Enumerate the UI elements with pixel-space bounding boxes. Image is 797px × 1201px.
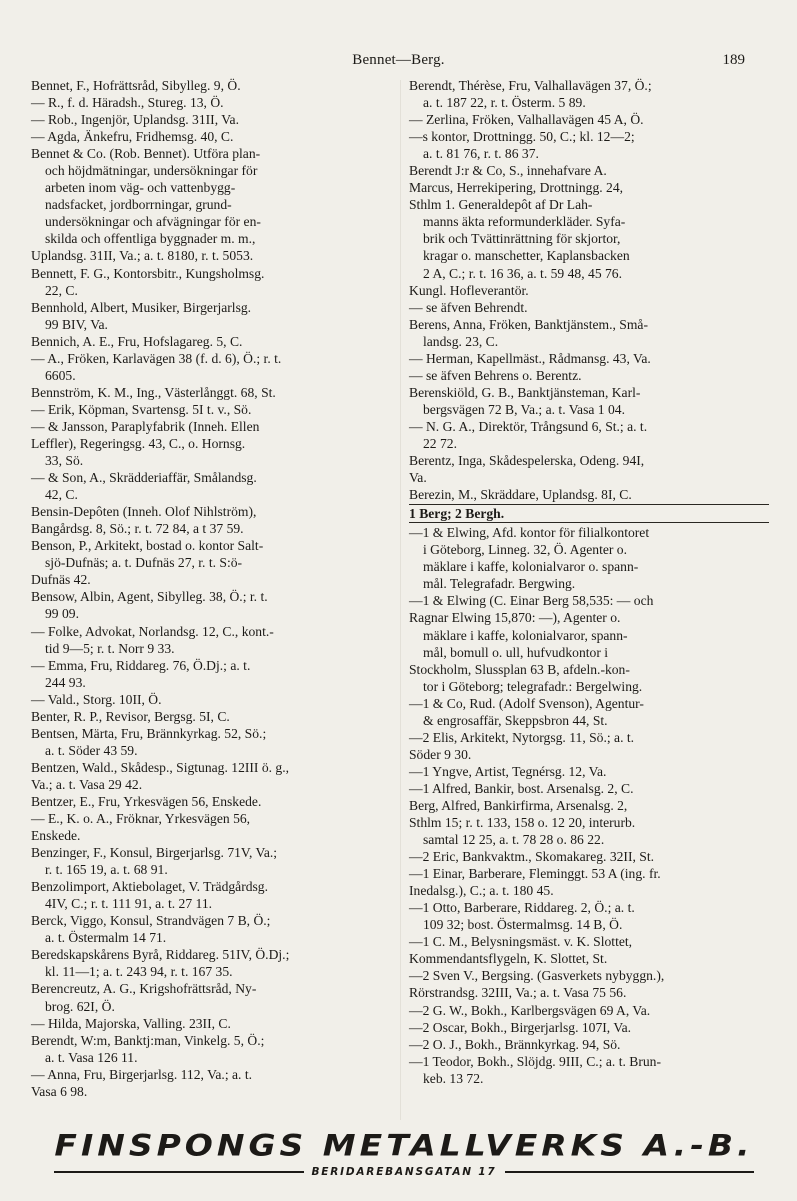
- directory-entry-line: —1 Yngve, Artist, Tegnérsg. 12, Va.: [409, 763, 607, 779]
- directory-entry-line: Va.; a. t. Vasa 29 42.: [31, 776, 143, 792]
- directory-entry-line: skilda och offentliga byggnader m. m.,: [45, 231, 256, 247]
- directory-entry-line: undersökningar och afvägningar för en-: [45, 214, 261, 230]
- directory-entry-line: r. t. 165 19, a. t. 68 91.: [45, 862, 168, 878]
- advertisement-address: BERIDAREBANSGATAN 17: [311, 1166, 497, 1178]
- directory-entry-line: 42, C.: [45, 487, 78, 503]
- directory-entry-line: sjö-Dufnäs; a. t. Dufnäs 27, r. t. S:ö-: [45, 555, 243, 571]
- directory-entry-line: Bennich, A. E., Fru, Hofslagareg. 5, C.: [31, 333, 243, 349]
- page-number: 189: [722, 52, 745, 68]
- directory-entry-line: —2 O. J., Bokh., Brännkyrkag. 94, Sö.: [409, 1036, 621, 1052]
- directory-entry-line: —2 Eric, Bankvaktm., Skomakareg. 32II, St.: [409, 849, 655, 865]
- directory-entry-line: — R., f. d. Häradsh., Stureg. 13, Ö.: [31, 95, 224, 111]
- directory-entry-line: — N. G. A., Direktör, Trångsund 6, St.; a. t.: [409, 418, 648, 434]
- directory-entry-line: Bensin-Depôten (Inneh. Olof Nihlström),: [31, 504, 257, 520]
- directory-entry-line: a. t. Söder 43 59.: [45, 742, 138, 758]
- directory-entry-line: Stockholm, Slussplan 63 B, afdeln.-kon-: [409, 661, 630, 677]
- directory-entry-line: arbeten inom väg- och vattenbygg-: [45, 180, 236, 196]
- directory-entry-line: — Rob., Ingenjör, Uplandsg. 31II, Va.: [31, 112, 239, 128]
- directory-entry-line: — se äfven Behrendt.: [409, 299, 528, 315]
- directory-entry-line: Bangårdsg. 8, Sö.; r. t. 72 84, a t 37 59.: [31, 521, 244, 537]
- directory-entry-line: och höjdmätningar, undersökningar för: [45, 163, 258, 179]
- directory-entry-line: i Göteborg, Linneg. 32, Ö. Agenter o.: [423, 542, 627, 558]
- directory-entry-line: — A., Fröken, Karlavägen 38 (f. d. 6), Ö.; r. t.: [31, 350, 282, 366]
- directory-entry-line: Berendt, Thérèse, Fru, Valhallavägen 37, Ö.;: [409, 78, 652, 93]
- directory-entry-line: 99 09.: [45, 606, 79, 622]
- directory-entry-line: —1 Alfred, Bankir, bost. Arsenalsg. 2, C.: [409, 780, 634, 796]
- directory-entry-line: & engrosaffär, Skeppsbron 44, St.: [423, 712, 608, 728]
- directory-entry-line: kragar o. manschetter, Kaplansbacken: [423, 248, 630, 264]
- directory-entry-line: Va.: [409, 470, 427, 486]
- directory-entry-line: Bensow, Albin, Agent, Sibylleg. 38, Ö.; r. t.: [31, 589, 268, 605]
- directory-entry-line: —1 Otto, Barberare, Riddareg. 2, Ö.; a. t.: [409, 900, 635, 916]
- directory-entry-line: — Anna, Fru, Birgerjarlsg. 112, Va.; a. t.: [31, 1066, 253, 1082]
- directory-entry-line: Marcus, Herrekipering, Drottningg. 24,: [409, 180, 624, 196]
- directory-entry-line: Berendt, W:m, Banktj:man, Vinkelg. 5, Ö.;: [31, 1032, 265, 1048]
- directory-entry-line: —2 Elis, Arkitekt, Nytorgsg. 11, Sö.; a. t.: [409, 729, 635, 745]
- directory-entry-line: Berg, Alfred, Bankirfirma, Arsenalsg. 2,: [409, 797, 628, 813]
- directory-entry-line: nadsfacket, jordborrningar, grund-: [45, 197, 232, 213]
- directory-entry-line: 1 Berg; 2 Bergh.: [409, 504, 769, 523]
- directory-entry-line: samtal 12 25, a. t. 78 28 o. 86 22.: [423, 832, 605, 848]
- directory-entry-line: Benzolimport, Aktiebolaget, V. Trädgårdsg.: [31, 879, 268, 895]
- directory-entry-line: — Emma, Fru, Riddareg. 76, Ö.Dj.; a. t.: [31, 657, 251, 673]
- directory-entry-line: Bentzen, Wald., Skådesp., Sigtunag. 12III ö. g.,: [31, 759, 290, 775]
- directory-entry-line: Vasa 6 98.: [31, 1083, 88, 1099]
- directory-entry-line: a. t. 81 76, r. t. 86 37.: [423, 146, 539, 162]
- directory-entry-line: Berens, Anna, Fröken, Banktjänstem., Små-: [409, 316, 648, 332]
- directory-entry-line: 4IV, C.; r. t. 111 91, a. t. 27 11.: [45, 896, 213, 912]
- directory-entry-line: mäklare i kaffe, kolonialvaror o. spann-: [423, 559, 639, 575]
- directory-entry-line: — Herman, Kapellmäst., Rådmansg. 43, Va.: [409, 350, 651, 366]
- directory-entry-line: 99 BIV, Va.: [45, 316, 108, 332]
- right-column: [409, 77, 771, 1087]
- directory-entry-line: Ragnar Elwing 15,870: —), Agenter o.: [409, 610, 621, 626]
- directory-entry-line: Berenskiöld, G. B., Banktjänsteman, Karl-: [409, 384, 641, 400]
- directory-entry-line: —2 Oscar, Bokh., Birgerjarlsg. 107I, Va.: [409, 1019, 632, 1035]
- directory-entry-line: Inedalsg.), C.; a. t. 180 45.: [409, 883, 554, 899]
- directory-entry-line: —2 Sven V., Bergsing. (Gasverkets nybyggn.),: [409, 968, 665, 984]
- directory-entry-line: — E., K. o. A., Fröknar, Yrkesvägen 56,: [31, 811, 251, 827]
- directory-entry-line: — Zerlina, Fröken, Valhallavägen 45 A, Ö.: [409, 112, 644, 128]
- directory-entry-line: Berck, Viggo, Konsul, Strandvägen 7 B, Ö.;: [31, 913, 271, 929]
- directory-entry-line: Sthlm 15; r. t. 133, 158 o. 12 20, interurb.: [409, 815, 636, 831]
- directory-entry-line: — se äfven Behrens o. Berentz.: [409, 367, 582, 383]
- directory-entry-line: tid 9—5; r. t. Norr 9 33.: [45, 640, 175, 656]
- directory-entry-line: —1 & Elwing, Afd. kontor för filialkontoret: [409, 525, 650, 541]
- directory-entry-line: Berendt J:r & Co, S., innehafvare A.: [409, 163, 607, 179]
- directory-entry-line: Dufnäs 42.: [31, 572, 91, 588]
- directory-entry-line: Berezin, M., Skräddare, Uplandsg. 8I, C.: [409, 487, 632, 503]
- left-column: [31, 77, 397, 1100]
- directory-entry-line: brik och Tvättinrättning för skjortor,: [423, 231, 621, 247]
- directory-entry-line: — Folke, Advokat, Norlandsg. 12, C., kont.-: [31, 623, 274, 639]
- directory-entry-line: 244 93.: [45, 674, 86, 690]
- directory-entry-line: brog. 62I, Ö.: [45, 998, 115, 1014]
- ad-left-rule: [54, 1171, 304, 1173]
- directory-entry-line: 109 32; bost. Östermalmsg. 14 B, Ö.: [423, 917, 623, 933]
- directory-entry-line: Rörstrandsg. 32III, Va.; a. t. Vasa 75 56.: [409, 985, 627, 1001]
- directory-entry-line: —1 & Co, Rud. (Adolf Svenson), Agentur-: [409, 695, 644, 711]
- directory-entry-line: Söder 9 30.: [409, 746, 472, 762]
- directory-entry-line: Benzinger, F., Konsul, Birgerjarlsg. 71V, Va.;: [31, 845, 278, 861]
- directory-entry-line: Bennet, F., Hofrättsråd, Sibylleg. 9, Ö.: [31, 78, 241, 93]
- directory-entry-line: Bentsen, Märta, Fru, Brännkyrkag. 52, Sö.;: [31, 725, 267, 741]
- directory-entry-line: Enskede.: [31, 828, 81, 844]
- page-header-title: Bennet—Berg.: [352, 52, 445, 68]
- directory-entry-line: Kungl. Hofleverantör.: [409, 282, 529, 298]
- column-divider: [400, 80, 401, 1120]
- directory-entry-line: Bennet & Co. (Rob. Bennet). Utföra plan-: [31, 146, 261, 162]
- directory-entry-line: landsg. 23, C.: [423, 333, 499, 349]
- directory-entry-line: a. t. Östermalm 14 71.: [45, 930, 167, 946]
- advertisement-name: FINSPONGS METALLVERKS A.-B.: [54, 1128, 754, 1163]
- directory-entry-line: —1 Teodor, Bokh., Slöjdg. 9III, C.; a. t. Brun-: [409, 1053, 661, 1069]
- directory-entry-line: Bentzer, E., Fru, Yrkesvägen 56, Enskede.: [31, 793, 262, 809]
- directory-entry-line: 22, C.: [45, 282, 78, 298]
- directory-entry-line: Leffler), Regeringsg. 43, C., o. Hornsg.: [31, 435, 246, 451]
- directory-entry-line: keb. 13 72.: [423, 1070, 484, 1086]
- directory-entry-line: — & Jansson, Paraplyfabrik (Inneh. Ellen: [31, 418, 260, 434]
- directory-entry-line: bergsvägen 72 B, Va.; a. t. Vasa 1 04.: [423, 401, 625, 417]
- directory-entry-line: 6605.: [45, 367, 76, 383]
- directory-entry-line: Beredskapskårens Byrå, Riddareg. 51IV, Ö.Dj.;: [31, 947, 290, 963]
- directory-entry-line: 22 72.: [423, 435, 457, 451]
- directory-entry-line: Berentz, Inga, Skådespelerska, Odeng. 94I,: [409, 453, 645, 469]
- ad-right-rule: [505, 1171, 755, 1173]
- directory-entry-line: — Vald., Storg. 10II, Ö.: [31, 691, 162, 707]
- directory-entry-line: Bennett, F. G., Kontorsbitr., Kungsholmsg.: [31, 265, 265, 281]
- directory-entry-line: — & Son, A., Skrädderiaffär, Smålandsg.: [31, 470, 257, 486]
- directory-entry-line: tor i Göteborg; telegrafadr.: Bergelwing.: [423, 678, 643, 694]
- directory-entry-line: Benson, P., Arkitekt, bostad o. kontor Salt-: [31, 538, 264, 554]
- directory-entry-line: —1 C. M., Belysningsmäst. v. K. Slottet,: [409, 934, 633, 950]
- directory-entry-line: mål, bomull o. ull, hufvudkontor i: [423, 644, 609, 660]
- directory-entry-line: 2 A, C.; r. t. 16 36, a. t. 59 48, 45 76.: [423, 265, 623, 281]
- directory-entry-line: mål. Telegrafadr. Bergwing.: [423, 576, 576, 592]
- directory-entry-line: — Hilda, Majorska, Valling. 23II, C.: [31, 1015, 231, 1031]
- directory-entry-line: —2 G. W., Bokh., Karlbergsvägen 69 A, Va.: [409, 1002, 651, 1018]
- directory-entry-line: Berencreutz, A. G., Krigshofrättsråd, Ny-: [31, 981, 257, 997]
- directory-entry-line: — Agda, Änkefru, Fridhemsg. 40, C.: [31, 129, 234, 145]
- directory-entry-line: — Erik, Köpman, Svartensg. 5I t. v., Sö.: [31, 401, 252, 417]
- directory-entry-line: 33, Sö.: [45, 453, 84, 469]
- directory-entry-line: Kommendantsflygeln, K. Slottet, St.: [409, 951, 608, 967]
- directory-entry-line: kl. 11—1; a. t. 243 94, r. t. 167 35.: [45, 964, 233, 980]
- advertisement-address-row: [54, 1166, 754, 1178]
- directory-entry-line: Uplandsg. 31II, Va.; a. t. 8180, r. t. 5053.: [31, 248, 254, 264]
- directory-entry-line: —1 & Elwing (C. Einar Berg 58,535: — och: [409, 593, 654, 609]
- directory-entry-line: manns äkta reformunderkläder. Syfa-: [423, 214, 626, 230]
- directory-entry-line: a. t. 187 22, r. t. Österm. 5 89.: [423, 95, 586, 111]
- directory-entry-line: a. t. Vasa 126 11.: [45, 1049, 138, 1065]
- directory-entry-line: mäklare i kaffe, kolonialvaror, spann-: [423, 627, 628, 643]
- directory-entry-line: —s kontor, Drottningg. 50, C.; kl. 12—2;: [409, 129, 635, 145]
- directory-entry-line: Benter, R. P., Revisor, Bergsg. 5I, C.: [31, 708, 230, 724]
- directory-entry-line: Bennström, K. M., Ing., Västerlånggt. 68, St.: [31, 384, 276, 400]
- directory-entry-line: —1 Einar, Barberare, Fleminggt. 53 A (ing. fr.: [409, 866, 661, 882]
- directory-entry-line: Bennhold, Albert, Musiker, Birgerjarlsg.: [31, 299, 252, 315]
- directory-entry-line: Sthlm 1. Generaldepôt af Dr Lah-: [409, 197, 593, 213]
